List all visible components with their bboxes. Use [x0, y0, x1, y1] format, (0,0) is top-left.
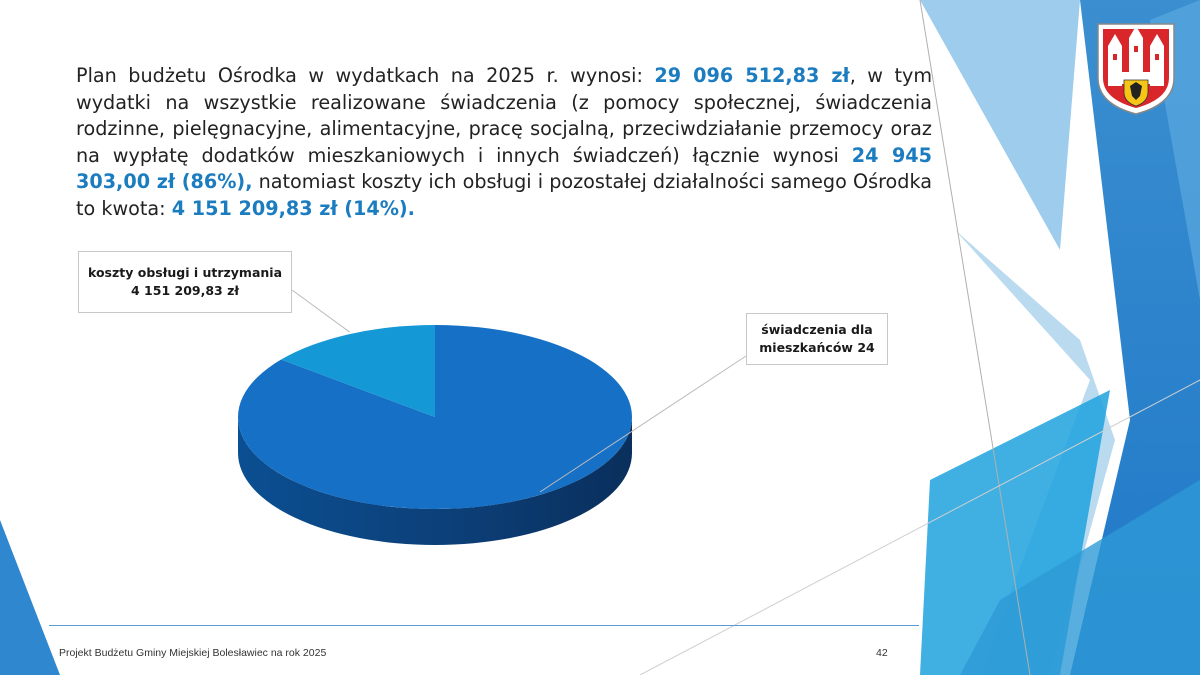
- city-coat-of-arms-logo: [1094, 20, 1178, 116]
- intro-text-2: , w tym wydatki na wszystkie realizowane świadczenia (z pomocy społecznej, świadczenia rodzinne, pielęgnacyjne, alimentacyjne, pracę socjalną, przeciwdziałanie przemocy oraz na wypłatę dodatków mieszkaniowych i innych świadczeń) łącznie wynosi: [76, 64, 933, 167]
- intro-text-3: natomiast koszty ich obsługi i pozostałej działalności samego Ośrodka to kwota:: [76, 170, 932, 220]
- total-budget-amount: 29 096 512,83 zł: [654, 64, 850, 87]
- intro-text-1: Plan budżetu Ośrodka w wydatkach na 2025 r. wynosi:: [76, 64, 655, 87]
- footer-text: Projekt Budżetu Gminy Miejskiej Bolesławiec na rok 2025: [59, 647, 327, 659]
- page-number: 42: [876, 647, 888, 659]
- leader-line-costs: [292, 290, 350, 332]
- data-label-costs: koszty obsługi i utrzymania 4 151 209,83 zł: [78, 251, 292, 313]
- footer-divider: [49, 625, 919, 626]
- costs-amount: 4 151 209,83 zł (14%).: [171, 196, 415, 220]
- benefits-amount: 24 945 303,00 zł (86%),: [76, 143, 932, 194]
- data-label-benefits: świadczenia dla mieszkańców 24: [746, 313, 888, 365]
